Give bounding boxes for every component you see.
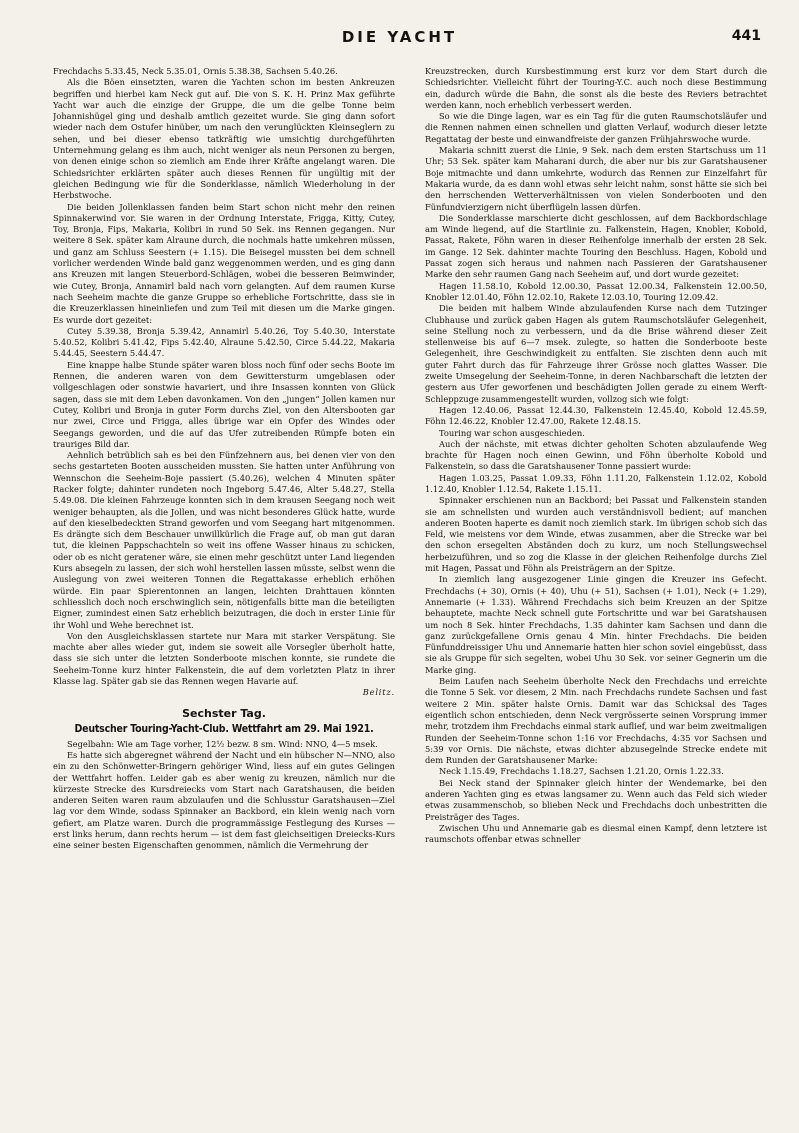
- page-number: 441: [731, 28, 761, 44]
- paragraph: Spinnaker erschienen nun an Backbord; bei Passat und Falkenstein standen sie am schnellsten und wurden auch verständnisvoll bedient; auf manchen anderen Booten haperte es damit noch ziemlich stark. Im übrigen schob sich das Feld, wie meistens vor dem Winde, etwas zusammen, aber die Strecke war bei den schon ersegelten Abständen doch zu kurz, um noch Stellungswechsel herbeizuführen, und so zog die Klasse in der gleichen Reihenfolge durchs Ziel mit Hagen, Passat und Föhn als Preisträgern an der Spitze.: [425, 495, 767, 574]
- paragraph: Die beiden Jollenklassen fanden beim Start schon nicht mehr den reinen Spinnakerwind vor. Sie waren in der Ordnung Interstate, Frigga, Kitty, Cutey, Toy, Bronja, Fips, Makaria, Kolibri in rund 50 Sek. ins Rennen gegangen. Nur weitere 8 Sek. später kam Alraune durch, die nochmals hatte umkehren müssen, und ganz am Schluss Seestern (+ 1.15). Die Beisegel mussten bei dem schnell vorlicher werdenden Winde bald ganz weggenommen werden, und es ging dann ans Kreuzen mit langen Steuerbord-Schlägen, wobei die besseren Beimwinder, wie Cutey, Bronja, Annamirl bald nach vorn gelangten. Auf dem raumen Kurse nach Seeheim machte die ganze Gruppe so erhebliche Fortschritte, dass sie in die Kreuzerklassen hineinliefen und zum Teil mit diesen um die Marke gingen. Es wurde dort gezeitet:: [53, 201, 395, 325]
- paragraph: Aehnlich betrüblich sah es bei den Fünfzehnern aus, bei denen vier von den sechs gestarteten Booten ausscheiden mussten. Sie hatten unter Anführung von Wennschon die Seeheim-Boje passiert (5.40.26), welchen 4 Minuten später Racker folgte; dahinter rundeten noch Ingeborg 5.47.46, Alter 5.48.27, Stella 5.49.08. Die kleinen Fahrzeuge konnten sich in dem krausen Seegang noch weit weniger behaupten, als die Jollen, und was nicht besonderes Glück hatte, wurde auf den kieselbedeckten Strand geworfen und vom Seegang hart mitgenommen. Es drängte sich dem Beschauer unwillkürlich die Frage auf, ob man gut daran tut, die kleinen Pappschachteln so weit ins offene Wasser hinaus zu schicken, oder ob es nicht geratener wäre, sie einen mehr geschützt unter Land liegenden Kurs absegeln zu lassen, der sich wohl herstellen lassen müsste, selbst wenn die Auslegung von zwei weiteren Tonnen die Regattakasse erheblich erhöhen würde. Ein paar Spierentonnen an langen, leichten Drahttauen könnten schliesslich doch noch erschwinglich sein, nötigenfalls bitte man die beteiligten Eigner, zumindest einen Satz erheblich beizutragen, die doch in erster Linie für ihr Wohl und Wehe berechnet ist.: [53, 450, 395, 630]
- section-heading: Sechster Tag.: [182, 706, 266, 720]
- paragraph: Die Sonderklasse marschierte dicht geschlossen, auf dem Backbordschlage am Winde liegend, auf die Startlinie zu. Falkenstein, Hagen, Knobler, Kobold, Passat, Rakete, Föhn waren in dieser Reihenfolge innerhalb der ersten 28 Sek. im Gange. 12 Sek. dahinter machte Touring den Beschluss. Hagen, Kobold und Passat zogen sich heraus und nahmen nach Passieren der Garatshausener Marke den sehr raumen Gang nach Seeheim auf, und dort wurde gezeitet:: [425, 212, 767, 280]
- paragraph: Es hatte sich abgeregnet während der Nacht und ein hübscher N—NNO, also ein zu den Schönwetter-Bringern gehöriger Wind, liess auf ein gutes Gelingen der Wettfahrt hoffen. Leider gab es aber wenig zu kreuzen, nämlich nur die kürzeste Strecke des Kursdreiecks vom Start nach Garatshausen, die beiden anderen Seiten waren raum abzulaufen und die Schlusstur Garatshausen—Ziel lag vor dem Winde, sodass Spinnaker an Backbord, ein klein wenig nach vorn gefiert, am Platze waren. Durch die programmässige Festlegung des Kurses — erst links herum, dann rechts herum — ist dem fast gleichseitigen Dreiecks-Kurs eine seiner besten Eigenschaften genommen, nämlich die Vermehrung der: [53, 749, 395, 851]
- section-subheading: Deutscher Touring-Yacht-Club. Wettfahrt am 29. Mai 1921.: [74, 722, 374, 735]
- paragraph: Bei Neck stand der Spinnaker gleich hinter der Wendemarke, bei den anderen Yachten ging es etwas langsamer zu. Wenn auch das Feld sich wieder etwas zusammenschob, so blieben Neck und Frechdachs doch unbestritten die Preisträger des Tages.: [425, 777, 767, 822]
- results-paragraph: Neck 1.15.49, Frechdachs 1.18.27, Sachsen 1.21.20, Ornis 1.22.33.: [439, 766, 724, 777]
- text-columns: [53, 66, 767, 1124]
- paragraph: In ziemlich lang ausgezogener Linie gingen die Kreuzer ins Gefecht. Frechdachs (+ 30), Ornis (+ 40), Uhu (+ 51), Sachsen (+ 1.01), Neck (+ 1.29), Annemarie (+ 1.33). Während Frechdachs sich beim Kreuzen an der Spitze behauptete, machte Neck schnell gute Fortschritte und war bei Garatshausen um noch 8 Sek. hinter Frechdachs, 1.35 dahinter kam Sachsen und dann die ganz zurückgefallene Ornis genau 4 Min. hinter Frechdachs. Die beiden Fünfunddreissiger Uhu und Annemarie hatten hier schon soviel eingebüsst, dass sie als Gruppe für sich segelten, wobei Uhu 30 Sek. vor seiner Gegnerin um die Marke ging.: [425, 574, 767, 675]
- results-paragraph: Hagen 12.40.06, Passat 12.44.30, Falkenstein 12.45.40, Kobold 12.45.59, Föhn 12.46.22, Knobler 12.47.00, Rakete 12.48.15.: [425, 404, 767, 427]
- paragraph: Makaria schnitt zuerst die Linie, 9 Sek. nach dem ersten Startschuss um 11 Uhr; 53 Sek. später kam Maharani durch, die aber nur bis zur Garatshausener Boje mitmachte und dann umkehrte, wodurch das Rennen zur Einzelfahrt für Makaria wurde, da es dann wohl etwas sehr leicht nahm, sonst hätte sie sich bei den herrschenden Wetterverhältnissen von vielen Sonderbooten und den Fünfundvierzigern nicht überflügeln lassen dürfen.: [425, 145, 767, 212]
- paragraph: Zwischen Uhu und Annemarie gab es diesmal einen Kampf, denn letztere ist raumschots offenbar etwas schneller: [425, 822, 767, 845]
- results-paragraph: Hagen 11.58.10, Kobold 12.00.30, Passat 12.00.34, Falkenstein 12.00.50, Knobler 12.01.40, Föhn 12.02.10, Rakete 12.03.10, Touring 12.09.42.: [425, 280, 767, 302]
- paragraph: Als die Böen einsetzten, waren die Yachten schon im besten Ankreuzen begriffen und hierbei kam Neck gut auf. Die von S. K. H. Prinz Max geführte Yacht war auch die einzige der Gruppe, die um die gelbe Tonne beim Johannishügel ging und deshalb amtlich gezeitet wurde. Sie ging dann sofort wieder nach dem Ostufer hinüber, um nach den verunglückten Kleinseglern zu sehen, und bei dieser ebenso tatkräftig wie umsichtig durchgeführten Unternehmung gelang es ihm auch, nicht weniger als neun Personen zu bergen, von denen einige schon so ziemlich am Ende ihrer Kräfte angelangt waren. Die Schiedsrichter erklärten später auch dieses Rennen für ungültig mit der gleichen Bedingung wie für die Sonderklasse, nämlich Wiederholung in der Herbstwoche.: [53, 77, 395, 201]
- right-column: [425, 66, 767, 1124]
- paragraph: Beim Laufen nach Seeheim überholte Neck den Frechdachs und erreichte die Tonne 5 Sek. vor diesem, 2 Min. nach Frechdachs rundete Sachsen und fast weitere 2 Min. später halste Ornis. Damit war das Schicksal des Tages eigentlich schon entschieden, denn Neck vergrösserte seinen Vorsprung immer mehr, trotzdem ihm Frechdachs einmal stark auflief, und war beim zweitmaligen Runden der Seeheim-Tonne schon 1:16 vor Frechdachs, 4:35 vor Sachsen und 5:39 vor Ornis. Die nächste, etwas dichter abzusegelnde Strecke endete mit dem Runden der Garatshausener Marke:: [425, 676, 767, 766]
- paragraph: Die beiden mit halbem Winde abzulaufenden Kurse nach dem Tutzinger Clubhause und zurück gaben Hagen als gutem Raumschotsläufer Gelegenheit, seine Stellung noch zu verbessern, und da die Brise während dieser Zeit stellenweise bis auf 6—7 msek. zulegte, so hatten die Sonderboote beste Gelegenheit, ihre Geschwindigkeit zu entfalten. Sie zischten denn auch mit guter Fahrt durch das für Fahrzeuge ihrer Grösse noch glattes Wasser. Die zweite Umsegelung der Seeheim-Tonne, in deren Nachbarschaft die letzten der gestern aus Ufer geworfenen und beschädigten Jollen gerade zu einem Werft-Schleppzuge zusammengestellt wurden, vollzog sich wie folgt:: [425, 303, 767, 404]
- paragraph: Kreuzstrecken, durch Kursbestimmung erst kurz vor dem Start durch die Schiedsrichter. Vielleicht führt der Touring-Y.C. auch noch diese Bestimmung ein, dadurch würde die Bahn, die sonst als die beste des Reviers betrachtet werden kann, noch erheblich verbessert werden.: [425, 66, 767, 110]
- author-signature: Belitz.: [362, 687, 395, 698]
- paragraph: Von den Ausgleichsklassen startete nur Mara mit starker Verspätung. Sie machte aber alles wieder gut, indem sie soweit alle Vorsegler überholt hatte, dass sie sich unter die letzten Sonderboote mischen konnte, sie rundete die Seeheim-Tonne kurz hinter Falkenstein, die auf dem vorletzten Platz in ihrer Klasse lag. Später gab sie das Rennen wegen Havarie auf.: [53, 630, 395, 687]
- left-column: [53, 66, 395, 1124]
- paragraph: Eine knappe halbe Stunde später waren bloss noch fünf oder sechs Boote im Rennen, die anderen waren von dem Gewittersturm umgeblasen oder vollgeschlagen oder sonstwie havariert, und ihre Insassen konnten von Glück sagen, dass sie mit dem Leben davonkamen. Von den „jungen“ Jollen kamen nur Cutey, Kolibri und Bronja in guter Form durchs Ziel, von den Altersbooten gar nur zwei, Circe und Frigga, alles übrige war ein Opfer des Windes oder Seegangs geworden, und die auf das Ufer zutreibenden Rümpfe boten ein trauriges Bild dar.: [53, 359, 395, 449]
- page-header: [0, 0, 799, 50]
- running-title: DIE YACHT: [341, 28, 458, 46]
- paragraph: Frechdachs 5.33.45, Neck 5.35.01, Ornis 5.38.38, Sachsen 5.40.26.: [53, 66, 338, 76]
- paragraph: So wie die Dinge lagen, war es ein Tag für die guten Raumschotsläufer und die Rennen nahmen einen schnellen und glatten Verlauf, wodurch dieser letzte Regattatag der beste und einwandfreiste der ganzen Frühjahrswoche wurde.: [425, 111, 767, 144]
- paragraph: Auch der nächste, mit etwas dichter geholten Schoten abzulaufende Weg brachte für Hagen noch einen Gewinn, und Föhn überholte Kobold und Falkenstein, so dass die Garatshausener Tonne passiert wurde:: [425, 438, 767, 472]
- paragraph: Touring war schon ausgeschieden.: [439, 427, 585, 438]
- results-paragraph: Cutey 5.39.38, Bronja 5.39.42, Annamirl 5.40.26, Toy 5.40.30, Interstate 5.40.52, Kolibri 5.41.42, Fips 5.42.40, Alraune 5.42.50, Circe 5.44.22, Makaria 5.44.45, Seestern 5.44.47.: [53, 325, 395, 359]
- course-info-paragraph: Segelbahn: Wie am Tage vorher, 12½ bezw. 8 sm. Wind: NNO, 4—5 msek.: [67, 738, 378, 749]
- results-paragraph: Hagen 1.03.25, Passat 1.09.33, Föhn 1.11.20, Falkenstein 1.12.02, Kobold 1.12.40, Knobler 1.12.54, Rakete 1.15.11.: [425, 472, 767, 494]
